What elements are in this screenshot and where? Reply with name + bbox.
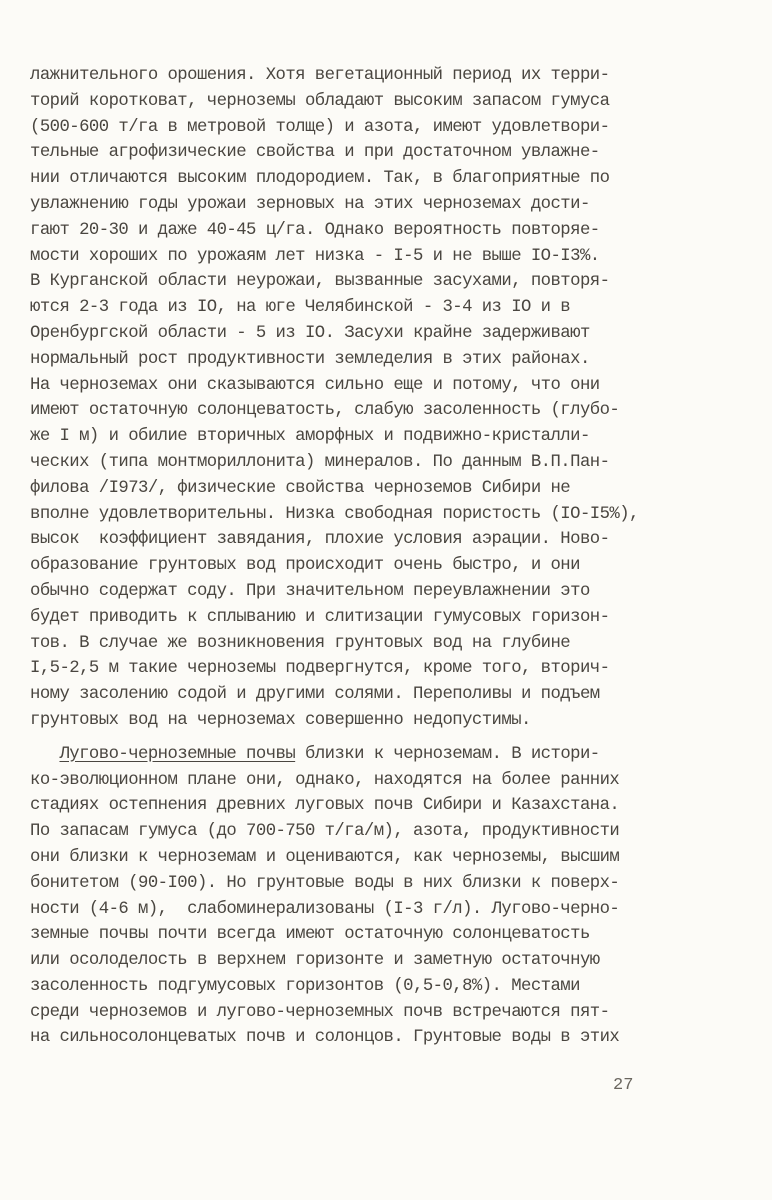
text-line: обычно содержат соду. При значительном переувлажнении это <box>30 581 590 601</box>
paragraph-spacer <box>30 734 750 742</box>
text-line: (500-600 т/га в метровой толще) и азота, имеют удовлетвори- <box>30 117 610 137</box>
text-line: На черноземах они сказываются сильно еще и потому, что они <box>30 375 600 395</box>
text-line: же I м) и обилие вторичных аморфных и подвижно-кристалли- <box>30 427 590 447</box>
text-line: среди черноземов и лугово-черноземных почв встречаются пят- <box>30 1002 610 1022</box>
text-line: земные почвы почти всегда имеют остаточную солонцеватость <box>30 925 590 945</box>
text-line: или осолоделость в верхнем горизонте и заметную остаточную <box>30 951 600 971</box>
text-line: ности (4-6 м), слабоминерализованы (I-3 г/л). Лугово-черно- <box>30 899 620 919</box>
text-line: они близки к черноземам и оцениваются, как черноземы, высшим <box>30 847 620 867</box>
text-line: В Курганской области неурожаи, вызванные засухами, повторя- <box>30 272 610 292</box>
text-line: грунтовых вод на черноземах совершенно недопустимы. <box>30 710 531 730</box>
text-line: ко-эволюционном плане они, однако, находятся на более ранних <box>30 770 620 790</box>
text-line: торий коротковат, черноземы обладают высоким запасом гумуса <box>30 91 610 111</box>
text-line: нии отличаются высоким плодородием. Так, в благоприятные по <box>30 169 610 189</box>
text-line-first <box>30 742 750 768</box>
text-line: тельные агрофизические свойства и при достаточном увлажне- <box>30 143 600 163</box>
text-line: филова /I973/, физические свойства черноземов Сибири не <box>30 478 571 498</box>
text-line: высок коэффициент завядания, плохие условия аэрации. Ново- <box>30 530 610 550</box>
text-line: стадиях остепнения древних луговых почв Сибири и Казахстана. <box>30 796 620 816</box>
text-line: образование грунтовых вод происходит очень быстро, и они <box>30 556 580 576</box>
text-line: ются 2-3 года из IO, на юге Челябинской - 3-4 из IO и в <box>30 298 571 318</box>
first-line-rest: близки к черноземам. В истори- <box>295 744 600 764</box>
paragraph-indent <box>30 745 59 764</box>
paragraph-1 <box>30 63 750 734</box>
text-line: будет приводить к сплыванию и слитизации гумусовых горизон- <box>30 607 610 627</box>
text-line: имеют остаточную солонцеватость, слабую засоленность (глубо- <box>30 401 620 421</box>
text-line: ному засолению содой и другими солями. Переполивы и подъем <box>30 685 600 705</box>
text-line: Оренбургской области - 5 из IO. Засухи крайне задерживают <box>30 323 590 343</box>
text-line: мости хороших по урожаям лет низка - I-5 и не выше IO-I3%. <box>30 246 600 266</box>
text-line: засоленность подгумусовых горизонтов (0,5-0,8%). Местами <box>30 976 580 996</box>
text-line: лажнительного орошения. Хотя вегетационный период их терри- <box>30 66 610 85</box>
text-line: ческих (типа монтмориллонита) минералов. По данным В.П.Пан- <box>30 452 610 472</box>
paragraph-2 <box>30 742 750 1052</box>
text-line: увлажнению годы урожаи зерновых на этих черноземах дости- <box>30 194 590 214</box>
body-text <box>30 63 750 1051</box>
underlined-term: Лугово-черноземные почвы <box>59 744 296 764</box>
text-line: I,5-2,5 м такие черноземы подвергнутся, кроме того, вторич- <box>30 659 610 679</box>
text-line: гают 20-30 и даже 40-45 ц/га. Однако вероятность повторяе- <box>30 220 600 240</box>
text-line: По запасам гумуса (до 700-750 т/га/м), азота, продуктивности <box>30 822 620 842</box>
text-line: нормальный рост продуктивности земледелия в этих районах. <box>30 349 590 369</box>
page-number: 27 <box>613 1076 634 1095</box>
text-line: бонитетом (90-I00). Но грунтовые воды в них близки к поверх- <box>30 873 620 893</box>
text-line: вполне удовлетворительны. Низка свободная пористость (IO-I5%), <box>30 504 639 524</box>
text-line: на сильносолонцеватых почв и солонцов. Грунтовые воды в этих <box>30 1028 620 1048</box>
text-line: тов. В случае же возникновения грунтовых вод на глубине <box>30 633 571 653</box>
